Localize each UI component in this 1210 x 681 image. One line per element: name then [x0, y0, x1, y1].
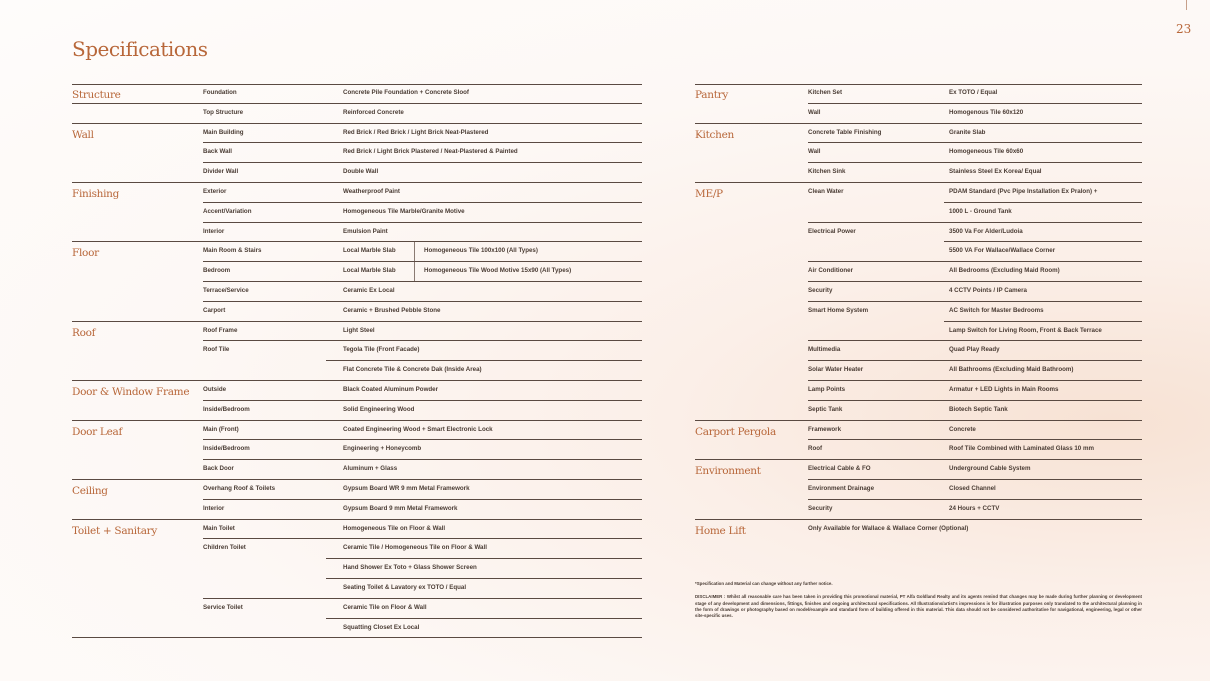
- spec-category: ME/P: [695, 187, 723, 200]
- spec-change-note: *Specification and Material can change without any further notice.: [695, 581, 833, 586]
- spec-row: [695, 401, 1142, 421]
- spec-value: Ceramic Tile / Homogeneous Tile on Floor & Wall: [343, 544, 487, 552]
- spec-item: Multimedia: [808, 346, 841, 354]
- spec-row: [72, 302, 642, 322]
- spec-item: Overhang Roof & Toilets: [203, 484, 276, 492]
- spec-item: Roof Frame: [203, 326, 238, 334]
- spec-item: Kitchen Sink: [808, 168, 846, 176]
- spec-value: Ceramic Ex Local: [343, 286, 395, 294]
- spec-item: Top Structure: [203, 108, 244, 116]
- spec-item: Back Door: [203, 465, 234, 473]
- spec-value: Homogeneous Tile on Floor & Wall: [343, 524, 446, 532]
- spec-category: Roof: [72, 326, 96, 339]
- spec-item: Electrical Power: [808, 227, 856, 235]
- spec-row: [72, 242, 642, 262]
- spec-row: [72, 124, 642, 144]
- spec-item: Exterior: [203, 187, 227, 195]
- spec-value: Lamp Switch for Living Room, Front & Back Terrace: [949, 326, 1102, 334]
- spec-row: [72, 619, 642, 639]
- spec-item: Accent/Variation: [203, 207, 252, 215]
- spec-category: Ceiling: [72, 484, 108, 497]
- spec-value: Granite Slab: [949, 128, 986, 136]
- spec-category: Environment: [695, 465, 761, 478]
- spec-item: Roof Tile: [203, 346, 230, 354]
- spec-value: 4 CCTV Points / IP Camera: [949, 286, 1027, 294]
- spec-value: Reinforced Concrete: [343, 108, 404, 116]
- spec-value: Concrete: [949, 425, 976, 433]
- spec-row: [72, 559, 642, 579]
- spec-row: [72, 84, 642, 104]
- spec-row: [695, 262, 1142, 282]
- spec-row: [72, 579, 642, 599]
- spec-value: Ceramic Tile on Floor & Wall: [343, 603, 427, 611]
- spec-item: Roof: [808, 445, 823, 453]
- spec-category: Structure: [72, 89, 121, 101]
- spec-category: Floor: [72, 247, 99, 260]
- top-divider-line: [1186, 0, 1187, 10]
- spec-row: [72, 203, 642, 223]
- spec-value: Concrete Pile Foundation + Concrete Sloof: [343, 89, 469, 96]
- spec-category: Kitchen: [695, 128, 734, 141]
- spec-row: [695, 242, 1142, 262]
- spec-row: [72, 480, 642, 500]
- spec-row: [695, 124, 1142, 144]
- spec-row: [72, 460, 642, 480]
- spec-value: Aluminum + Glass: [343, 465, 398, 473]
- spec-value: 1000 L - Ground Tank: [949, 207, 1012, 215]
- spec-value: Emulsion Paint: [343, 227, 388, 235]
- spec-row: [695, 302, 1142, 322]
- spec-row: [695, 183, 1142, 203]
- disclaimer-text: DISCLAIMER : Whilst all reasonable care has been taken in providing this promotional material, PT Alfa Goldland Realty and its agents remind that changes may be made during further planning or development stage of any development and dimensions, fittings, finishes and ongoing architectural specifications. All Illustrations/artist's impressions is for illustration purposes only translated to the architectural planning in the form of drawings or photography based on model/example and standard form of building offered in this material. This data should not be considered authoritative for navigational, engineering, legal or other site-specific uses.: [695, 594, 1142, 619]
- spec-value: Armatur + LED Lights in Main Rooms: [949, 385, 1059, 393]
- spec-item: Children Toilet: [203, 544, 246, 552]
- spec-item: Outside: [203, 385, 227, 393]
- spec-row: [72, 440, 642, 460]
- spec-value: Gypsum Board WR 9 mm Metal Framework: [343, 484, 470, 492]
- page-number: 23: [1176, 22, 1192, 36]
- spec-value: Engineering + Honeycomb: [343, 445, 422, 453]
- spec-value: Solid Engineering Wood: [343, 405, 415, 413]
- spec-value: Coated Engineering Wood + Smart Electronic Lock: [343, 425, 493, 433]
- spec-value: Quad Play Ready: [949, 346, 1000, 354]
- spec-category: Door Leaf: [72, 425, 123, 438]
- spec-item: Inside/Bedroom: [203, 445, 250, 453]
- spec-value: Local Marble Slab: [343, 247, 396, 255]
- right-spec-table: [695, 84, 1142, 539]
- spec-row: [695, 104, 1142, 124]
- spec-value: AC Switch for Master Bedrooms: [949, 306, 1044, 314]
- spec-item: Security: [808, 286, 833, 294]
- spec-value: Seating Toilet & Lavatory ex TOTO / Equal: [343, 583, 467, 591]
- spec-row: [72, 341, 642, 361]
- spec-item: Septic Tank: [808, 405, 843, 413]
- spec-item: Concrete Table Finishing: [808, 128, 882, 136]
- spec-row: [72, 282, 642, 302]
- spec-row: [72, 500, 642, 520]
- spec-value: Homogeneous Tile Marble/Granite Motive: [343, 207, 465, 215]
- spec-row: [72, 401, 642, 421]
- spec-value: Biotech Septic Tank: [949, 405, 1008, 413]
- spec-row: [72, 104, 642, 124]
- spec-row: [695, 440, 1142, 460]
- spec-value: Squatting Closet Ex Local: [343, 623, 420, 631]
- spec-value: Red Brick / Light Brick Plastered / Neat-Plastered & Painted: [343, 148, 518, 156]
- spec-value-alt: Homogeneous Tile Wood Motive 15x90 (All Types): [424, 267, 572, 275]
- spec-value: 24 Hours + CCTV: [949, 504, 1000, 512]
- spec-row: [695, 421, 1142, 441]
- spec-item: Only Available for Wallace & Wallace Corner (Optional): [808, 524, 969, 532]
- spec-row: [695, 460, 1142, 480]
- spec-value: All Bedrooms (Excluding Maid Room): [949, 267, 1060, 275]
- spec-item: Interior: [203, 227, 225, 235]
- spec-value: Roof Tile Combined with Laminated Glass 10 mm: [949, 445, 1094, 453]
- spec-row: [695, 381, 1142, 401]
- spec-value: Homogeneous Tile 60x60: [949, 148, 1024, 156]
- column-divider: [414, 242, 415, 262]
- spec-row: [72, 322, 642, 342]
- page-title: Specifications: [72, 37, 208, 61]
- column-divider: [414, 262, 415, 282]
- spec-row: [695, 480, 1142, 500]
- spec-value: PDAM Standard (Pvc Pipe Installation Ex Pralon) +: [949, 187, 1098, 195]
- spec-item: Framework: [808, 425, 842, 433]
- spec-item: Terrace/Service: [203, 286, 249, 294]
- spec-row: [72, 143, 642, 163]
- spec-row: [695, 361, 1142, 381]
- spec-item: Smart Home System: [808, 306, 869, 314]
- spec-item: Wall: [808, 108, 821, 116]
- spec-item: Main Building: [203, 128, 244, 136]
- row-divider: [72, 637, 642, 638]
- spec-row: [72, 539, 642, 559]
- left-spec-table: [72, 84, 642, 638]
- spec-item: Main Toilet: [203, 524, 235, 532]
- spec-row: [695, 282, 1142, 302]
- spec-row: [695, 322, 1142, 342]
- spec-row: [72, 381, 642, 401]
- spec-item: Carport: [203, 306, 226, 314]
- spec-value: Local Marble Slab: [343, 267, 396, 275]
- spec-row: [72, 599, 642, 619]
- spec-value: Ceramic + Brushed Pebble Stone: [343, 306, 441, 314]
- spec-value: Tegola Tile (Front Facade): [343, 346, 420, 354]
- spec-value: Stainless Steel Ex Korea/ Equal: [949, 168, 1042, 176]
- spec-item: Back Wall: [203, 148, 233, 156]
- spec-row: [695, 520, 1142, 540]
- spec-item: Air Conditioner: [808, 267, 854, 275]
- spec-item: Solar Water Heater: [808, 366, 864, 374]
- spec-row: [72, 262, 642, 282]
- spec-value: Flat Concrete Tile & Concrete Dak (Inside Area): [343, 366, 482, 374]
- spec-item: Foundation: [203, 89, 237, 96]
- spec-item: Wall: [808, 148, 821, 156]
- spec-row: [695, 341, 1142, 361]
- spec-value: Underground Cable System: [949, 465, 1031, 473]
- spec-value-alt: Homogeneous Tile 100x100 (All Types): [424, 247, 538, 255]
- spec-value: Black Coated Aluminum Powder: [343, 385, 439, 393]
- spec-row: [695, 223, 1142, 243]
- spec-item: Bedroom: [203, 267, 231, 275]
- spec-value: Double Wall: [343, 168, 379, 176]
- spec-value: Light Steel: [343, 326, 375, 334]
- spec-category: Finishing: [72, 187, 120, 200]
- spec-row: [72, 520, 642, 540]
- spec-row: [72, 421, 642, 441]
- spec-item: Environment Drainage: [808, 484, 875, 492]
- spec-category: Wall: [72, 128, 94, 141]
- spec-category: Carport Pergola: [695, 425, 776, 438]
- spec-item: Interior: [203, 504, 225, 512]
- spec-item: Inside/Bedroom: [203, 405, 250, 413]
- spec-row: [695, 163, 1142, 183]
- spec-value: Homogenous Tile 60x120: [949, 108, 1024, 116]
- spec-value: Gypsum Board 9 mm Metal Framework: [343, 504, 458, 512]
- spec-value: Weatherproof Paint: [343, 187, 400, 195]
- spec-item: Service Toilet: [203, 603, 243, 611]
- spec-row: [72, 183, 642, 203]
- spec-category: Door & Window Frame: [72, 385, 190, 398]
- table-top-rule: [695, 84, 1142, 85]
- footnotes: [695, 581, 1142, 626]
- spec-item: Main Room & Stairs: [203, 247, 262, 255]
- spec-row: [72, 361, 642, 381]
- spec-category: Toilet + Sanitary: [72, 524, 158, 537]
- spec-item: Lamp Points: [808, 385, 846, 393]
- spec-value: 5500 VA For Wallace/Wallace Corner: [949, 247, 1056, 255]
- spec-item: Kitchen Set: [808, 89, 843, 96]
- spec-value: All Bathrooms (Excluding Maid Bathroom): [949, 366, 1074, 374]
- spec-item: Main (Front): [203, 425, 239, 433]
- spec-category: Pantry: [695, 89, 728, 101]
- spec-item: Electrical Cable & FO: [808, 465, 871, 473]
- spec-row: [72, 223, 642, 243]
- spec-item: Security: [808, 504, 833, 512]
- table-top-rule: [72, 84, 642, 85]
- spec-value: Ex TOTO / Equal: [949, 89, 998, 96]
- spec-value: Red Brick / Red Brick / Light Brick Neat-Plastered: [343, 128, 489, 136]
- spec-category: Home Lift: [695, 524, 746, 537]
- spec-value: 3500 Va For Alder/Ludoia: [949, 227, 1023, 235]
- spec-row: [695, 500, 1142, 520]
- spec-item: Divider Wall: [203, 168, 239, 176]
- spec-item: Clean Water: [808, 187, 844, 195]
- spec-row: [72, 163, 642, 183]
- spec-row: [695, 84, 1142, 104]
- spec-value: Closed Channel: [949, 484, 996, 492]
- spec-value: Hand Shower Ex Toto + Glass Shower Screen: [343, 564, 477, 572]
- spec-row: [695, 143, 1142, 163]
- spec-row: [695, 203, 1142, 223]
